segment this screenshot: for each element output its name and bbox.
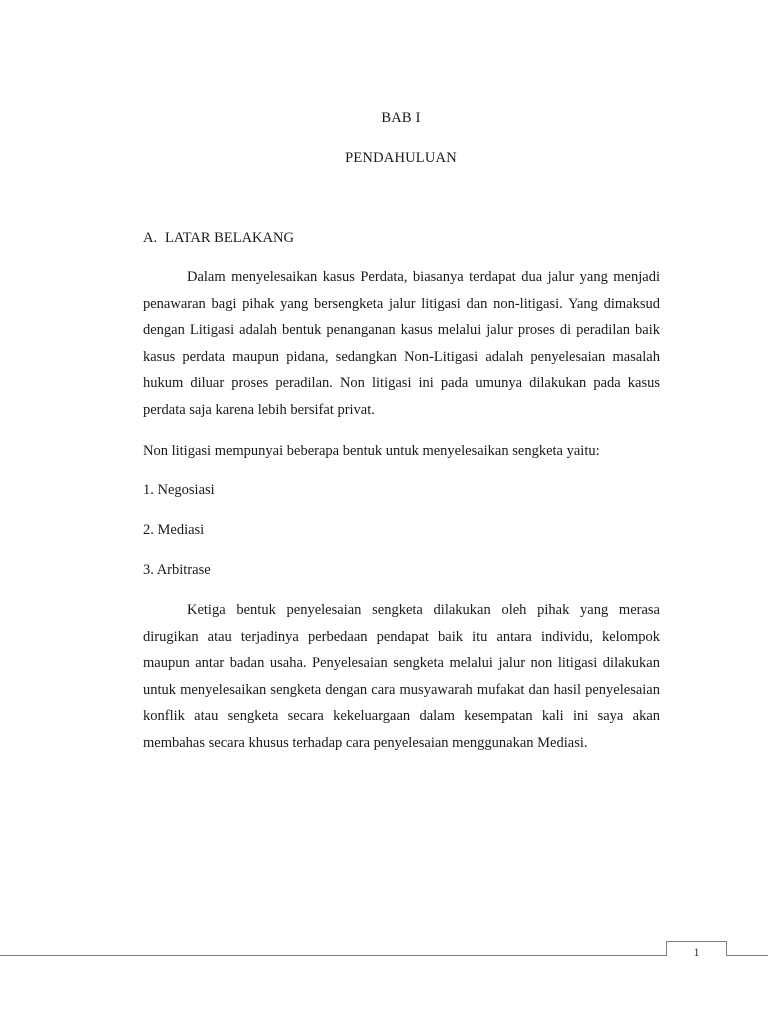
section-heading (143, 230, 294, 247)
list-intro: Non litigasi mempunyai beberapa bentuk untuk menyelesaikan sengketa yaitu: (143, 443, 600, 459)
list-item: 2. Mediasi (143, 522, 205, 538)
page-number: 1 (666, 941, 727, 956)
paragraph-conclusion: Ketiga bentuk penyelesaian sengketa dilakukan oleh pihak yang merasa dirugikan atau terjadinya perbedaan pendapat baik itu antara individu, kelompok maupun antar badan usaha. Penyelesaian sengketa melalui jalur non litigasi dilakukan untuk menyelesaikan sengketa dengan cara musyawarah mufakat dan hasil penyelesaian konflik atau sengketa secara kekeluargaan dalam kesempatan kali ini saya akan membahas secara khusus terhadap cara penyelesaian menggunakan Mediasi. (143, 602, 660, 751)
footer-rule (0, 955, 768, 956)
section-title: LATAR BELAKANG (165, 230, 294, 246)
paragraph-latar-belakang: Dalam menyelesaikan kasus Perdata, biasanya terdapat dua jalur yang menjadi penawaran bagi pihak yang bersengketa jalur litigasi dan non-litigasi. Yang dimaksud dengan Litigasi adalah bentuk penanganan kasus melalui jalur proses di peradilan baik kasus perdata maupun pidana, sedangkan Non-Litigasi adalah penyelesaian masalah hukum diluar proses peradilan. Non litigasi ini pada umunya dilakukan pada kasus perdata saja karena lebih bersifat privat. (143, 269, 660, 418)
section-letter: A. (143, 230, 158, 246)
chapter-number: BAB I (381, 110, 421, 126)
list-item: 1. Negosiasi (143, 482, 215, 498)
chapter-title: PENDAHULUAN (345, 150, 457, 166)
list-item: 3. Arbitrase (143, 562, 211, 578)
